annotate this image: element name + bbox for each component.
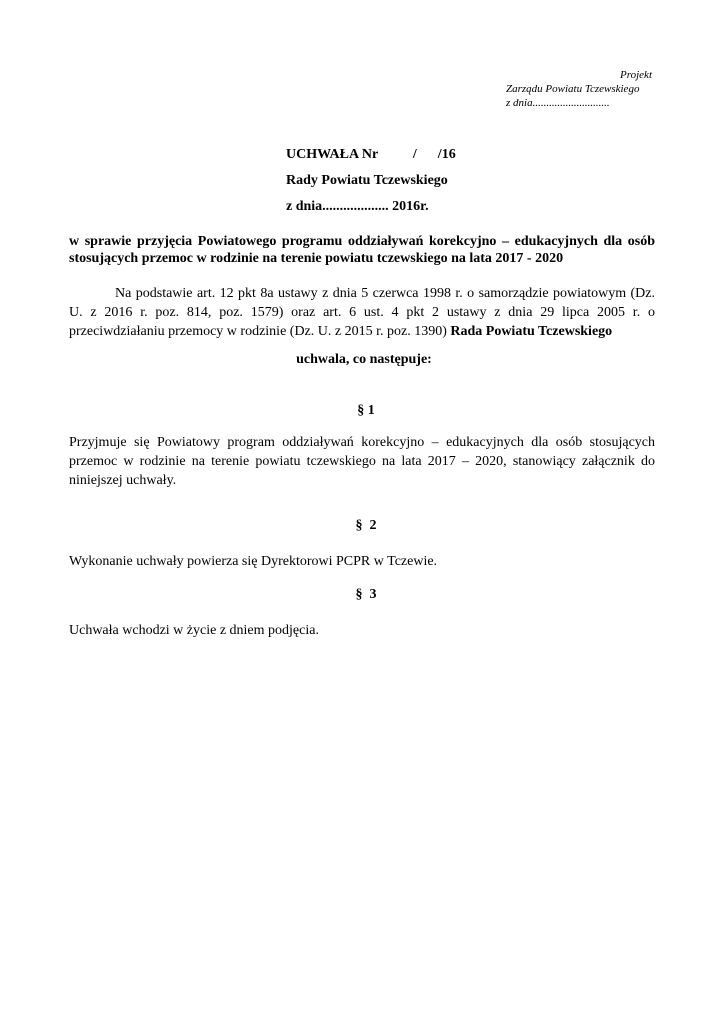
resolution-number: UCHWAŁA Nr / /16 — [286, 147, 456, 162]
resolution-subject: w sprawie przyjęcia Powiatowego programu oddziaływań korekcyjno – edukacyjnych dla osób stosujących przemoc w rodzinie na terenie powiatu tczewskiego na lata 2017 - 2020 — [69, 234, 655, 266]
draft-note — [506, 68, 666, 110]
resolution-council: Rady Powiatu Tczewskiego — [286, 173, 448, 188]
draft-label: Projekt — [620, 69, 652, 81]
section-2-text: Wykonanie uchwały powierza się Dyrektorowi PCPR w Tczewie. — [69, 554, 438, 569]
section-1-text: Przyjmuje się Powiatowy program oddziaływań korekcyjno – edukacyjnych dla osób stosujących przemoc w rodzinie na terenie powiatu tczewskiego na lata 2017 – 2020, stanowiący załącznik do niniejszej uchwały. — [69, 435, 655, 488]
section-1-mark: § 1 — [357, 403, 375, 418]
draft-board: Zarządu Powiatu Tczewskiego — [506, 83, 640, 95]
section-3-mark: § 3 — [355, 587, 377, 602]
legal-basis-paragraph — [69, 284, 655, 341]
legal-basis-council: Rada Powiatu Tczewskiego — [450, 324, 613, 339]
section-2-mark: § 2 — [355, 518, 377, 533]
legal-basis-text: Na podstawie art. 12 pkt 8a ustawy z dnia 5 czerwca 1998 r. o samorządzie powiatowym (Dz. U. z 2016 r. poz. 814, poz. 1579) oraz art. 6 ust. 4 pkt 2 ustawy z dnia 29 lipca 2005 r. o przeciwdziałaniu przemocy w rodzinie (Dz. U. z 2015 r. poz. 1390) — [69, 286, 655, 339]
resolution-date: z dnia................... 2016r. — [286, 199, 429, 214]
section-3-text: Uchwała wchodzi w życie z dniem podjęcia. — [69, 623, 319, 638]
resolution-title — [286, 142, 456, 220]
resolves-heading: uchwala, co następuje: — [296, 352, 432, 367]
draft-date: z dnia............................ — [506, 97, 610, 109]
